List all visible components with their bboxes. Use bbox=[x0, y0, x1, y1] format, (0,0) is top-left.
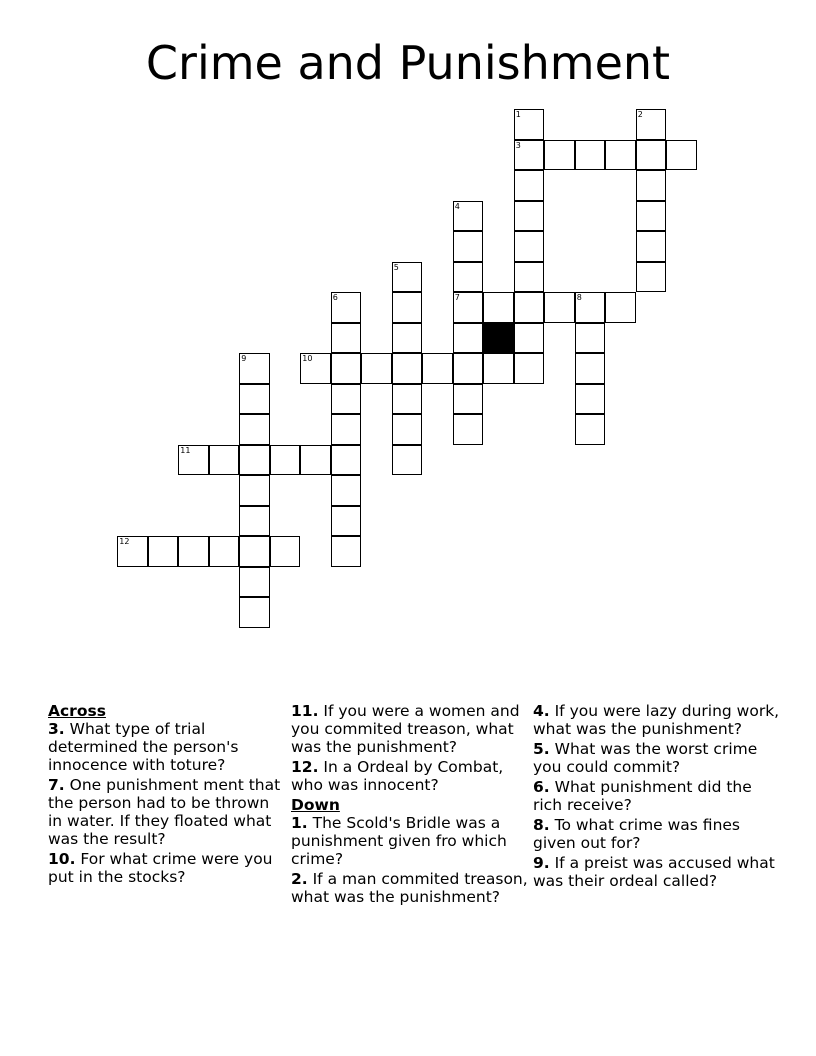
clue-number: 1. bbox=[291, 814, 308, 832]
grid-cell[interactable] bbox=[575, 414, 606, 445]
cell-number: 11 bbox=[180, 445, 191, 455]
cell-number: 7 bbox=[454, 293, 460, 303]
grid-cell[interactable] bbox=[392, 262, 423, 293]
clue-down-1 bbox=[291, 814, 531, 868]
clue-down-4 bbox=[533, 702, 783, 738]
cell-number: 5 bbox=[393, 262, 399, 272]
grid-cell[interactable] bbox=[239, 567, 270, 598]
grid-cell[interactable] bbox=[331, 506, 362, 537]
grid-cell[interactable] bbox=[575, 353, 606, 384]
clue-across-12 bbox=[291, 758, 531, 794]
grid-cell[interactable] bbox=[239, 353, 270, 384]
grid-cell[interactable] bbox=[605, 140, 636, 171]
grid-cell[interactable] bbox=[392, 445, 423, 476]
grid-cell[interactable] bbox=[392, 414, 423, 445]
grid-cell[interactable] bbox=[331, 384, 362, 415]
clues-column-1 bbox=[48, 702, 288, 888]
grid-cell[interactable] bbox=[239, 414, 270, 445]
clue-across-3 bbox=[48, 720, 288, 774]
grid-cell[interactable] bbox=[666, 140, 697, 171]
clue-text: In a Ordeal by Combat, who was innocent? bbox=[291, 758, 504, 794]
clue-number: 9. bbox=[533, 854, 550, 872]
grid-cell[interactable] bbox=[300, 353, 331, 384]
clue-number: 3. bbox=[48, 720, 65, 738]
across-heading: Across bbox=[48, 702, 106, 720]
clue-number: 6. bbox=[533, 778, 550, 796]
grid-cell[interactable] bbox=[392, 292, 423, 323]
grid-cell[interactable] bbox=[209, 536, 240, 567]
cell-number: 3 bbox=[515, 140, 521, 150]
grid-cell[interactable] bbox=[239, 445, 270, 476]
grid-cell[interactable] bbox=[575, 384, 606, 415]
grid-cell[interactable] bbox=[483, 292, 514, 323]
grid-cell[interactable] bbox=[636, 201, 667, 232]
grid-cell[interactable] bbox=[331, 536, 362, 567]
grid-cell[interactable] bbox=[636, 231, 667, 262]
grid-cell[interactable] bbox=[239, 536, 270, 567]
grid-cell[interactable] bbox=[514, 140, 545, 171]
clue-text: To what crime was fines given out for? bbox=[533, 816, 741, 852]
grid-cell[interactable] bbox=[453, 231, 484, 262]
clue-number: 4. bbox=[533, 702, 550, 720]
cell-number: 8 bbox=[576, 293, 582, 303]
grid-cell[interactable] bbox=[636, 109, 667, 140]
grid-cell[interactable] bbox=[575, 140, 606, 171]
grid-cell[interactable] bbox=[422, 353, 453, 384]
clue-text: If you were a women and you commited treason, what was the punishment? bbox=[291, 702, 520, 756]
grid-cell[interactable] bbox=[514, 170, 545, 201]
clue-number: 7. bbox=[48, 776, 65, 794]
grid-cell[interactable] bbox=[453, 292, 484, 323]
cell-number: 10 bbox=[302, 354, 313, 364]
grid-cell[interactable] bbox=[575, 292, 606, 323]
grid-cell[interactable] bbox=[361, 353, 392, 384]
grid-cell[interactable] bbox=[239, 384, 270, 415]
cell-number: 1 bbox=[515, 110, 521, 120]
clue-text: What type of trial determined the person's innocence with toture? bbox=[48, 720, 239, 774]
clue-number: 12. bbox=[291, 758, 319, 776]
clue-down-2 bbox=[291, 870, 531, 906]
grid-cell[interactable] bbox=[544, 140, 575, 171]
cell-number: 2 bbox=[637, 110, 643, 120]
grid-cell[interactable] bbox=[575, 323, 606, 354]
black-cell bbox=[483, 323, 514, 354]
cell-number: 12 bbox=[119, 537, 130, 547]
grid-cell[interactable] bbox=[178, 445, 209, 476]
grid-cell[interactable] bbox=[239, 475, 270, 506]
clues-column-2 bbox=[291, 702, 531, 908]
clue-number: 5. bbox=[533, 740, 550, 758]
cell-number: 9 bbox=[241, 354, 247, 364]
cell-number: 4 bbox=[454, 201, 460, 211]
grid-cell[interactable] bbox=[544, 292, 575, 323]
grid-cell[interactable] bbox=[636, 170, 667, 201]
clues-column-3 bbox=[533, 702, 783, 892]
clue-number: 10. bbox=[48, 850, 76, 868]
grid-cell[interactable] bbox=[331, 445, 362, 476]
grid-cell[interactable] bbox=[453, 353, 484, 384]
grid-cell[interactable] bbox=[270, 536, 301, 567]
grid-cell[interactable] bbox=[514, 201, 545, 232]
grid-cell[interactable] bbox=[178, 536, 209, 567]
grid-cell[interactable] bbox=[514, 109, 545, 140]
grid-cell[interactable] bbox=[514, 353, 545, 384]
grid-cell[interactable] bbox=[148, 536, 179, 567]
clue-text: What was the worst crime you could commit? bbox=[533, 740, 758, 776]
clue-down-6 bbox=[533, 778, 783, 814]
grid-cell[interactable] bbox=[636, 262, 667, 293]
clue-text: The Scold's Bridle was a punishment given fro which crime? bbox=[291, 814, 507, 868]
grid-cell[interactable] bbox=[209, 445, 240, 476]
clue-text: What punishment did the rich receive? bbox=[533, 778, 752, 814]
grid-cell[interactable] bbox=[514, 231, 545, 262]
clue-text: If a preist was accused what was their ordeal called? bbox=[533, 854, 775, 890]
grid-cell[interactable] bbox=[514, 262, 545, 293]
cell-number: 6 bbox=[332, 293, 338, 303]
grid-cell[interactable] bbox=[392, 384, 423, 415]
grid-cell[interactable] bbox=[331, 414, 362, 445]
grid-cell[interactable] bbox=[453, 201, 484, 232]
clue-down-5 bbox=[533, 740, 783, 776]
grid-cell[interactable] bbox=[331, 353, 362, 384]
grid-cell[interactable] bbox=[117, 536, 148, 567]
grid-cell[interactable] bbox=[239, 506, 270, 537]
grid-cell[interactable] bbox=[300, 445, 331, 476]
clue-text: If a man commited treason, what was the punishment? bbox=[291, 870, 528, 906]
grid-cell[interactable] bbox=[331, 475, 362, 506]
grid-cell[interactable] bbox=[392, 323, 423, 354]
clue-down-9 bbox=[533, 854, 783, 890]
grid-cell[interactable] bbox=[514, 323, 545, 354]
grid-cell[interactable] bbox=[636, 140, 667, 171]
clue-text: For what crime were you put in the stocks? bbox=[48, 850, 273, 886]
grid-cell[interactable] bbox=[453, 262, 484, 293]
clue-number: 8. bbox=[533, 816, 550, 834]
clue-text: One punishment ment that the person had to be thrown in water. If they floated what was the result? bbox=[48, 776, 281, 848]
clue-across-7 bbox=[48, 776, 288, 848]
grid-cell[interactable] bbox=[483, 353, 514, 384]
grid-cell[interactable] bbox=[392, 353, 423, 384]
clue-number: 11. bbox=[291, 702, 319, 720]
grid-cell[interactable] bbox=[331, 292, 362, 323]
clue-across-11 bbox=[291, 702, 531, 756]
down-heading: Down bbox=[291, 796, 340, 814]
clue-across-10 bbox=[48, 850, 288, 886]
clue-down-8 bbox=[533, 816, 783, 852]
clue-number: 2. bbox=[291, 870, 308, 888]
grid-cell[interactable] bbox=[270, 445, 301, 476]
grid-cell[interactable] bbox=[453, 323, 484, 354]
grid-cell[interactable] bbox=[453, 384, 484, 415]
grid-cell[interactable] bbox=[453, 414, 484, 445]
grid-cell[interactable] bbox=[239, 597, 270, 628]
page-title: Crime and Punishment bbox=[145, 36, 671, 90]
grid-cell[interactable] bbox=[605, 292, 636, 323]
grid-cell[interactable] bbox=[331, 323, 362, 354]
grid-cell[interactable] bbox=[514, 292, 545, 323]
clue-text: If you were lazy during work, what was the punishment? bbox=[533, 702, 780, 738]
